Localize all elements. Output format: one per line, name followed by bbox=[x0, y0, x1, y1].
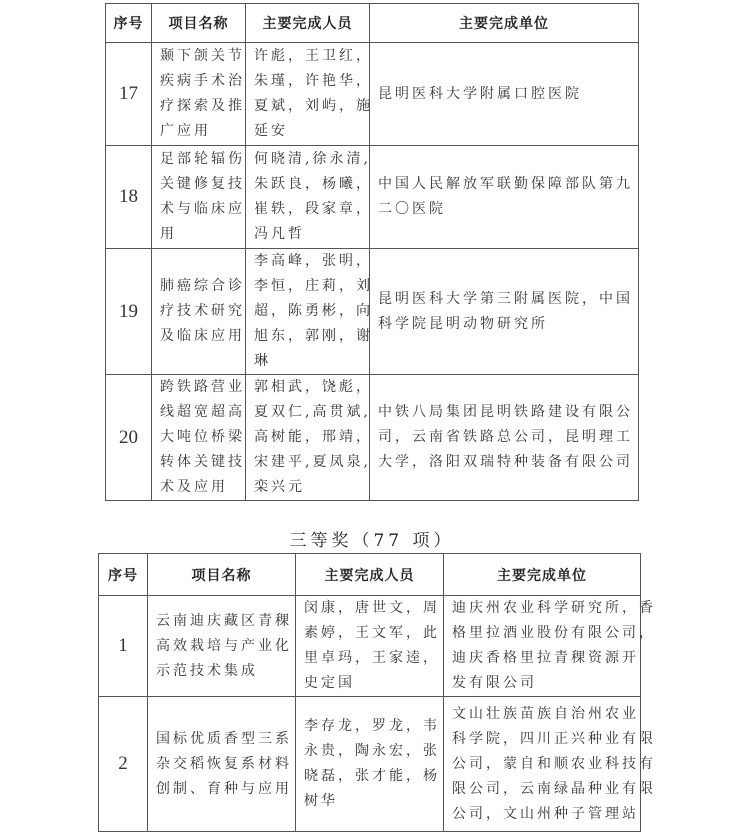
cell-text-line: 许彪，王卫红， bbox=[254, 48, 373, 64]
cell-text-line: 限公司，云南绿晶种业有限 bbox=[452, 780, 656, 797]
cell-text-line: 何晓清,徐永清, bbox=[254, 151, 371, 167]
cell-text-line: 永贵，陶永宏，张 bbox=[304, 743, 440, 759]
cell-text-line: 肺癌综合诊 bbox=[160, 278, 245, 294]
cell-text-line: 足部轮辐伤 bbox=[160, 151, 245, 167]
cell-text-line: 公司，蒙自和顺农业科技有 bbox=[452, 755, 656, 772]
cell-text-line: 高树能，邢靖， bbox=[254, 429, 373, 445]
cell-text-line: 素婷，王文军，此 bbox=[304, 625, 440, 641]
header-project-name: 项目名称 bbox=[148, 554, 296, 596]
cell-text-line: 术及应用 bbox=[160, 479, 228, 495]
section-title-third-prize: 三等奖（77 项） bbox=[289, 531, 455, 551]
table-row bbox=[106, 249, 639, 375]
cell-text-line: 晓磊，张才能，杨 bbox=[304, 768, 440, 784]
units-cell bbox=[444, 596, 656, 697]
table-row bbox=[99, 697, 641, 832]
row-number: 1 bbox=[99, 596, 148, 697]
cell-text-line: 公司，文山州种子管理站 bbox=[452, 805, 639, 822]
cell-text-line: 中国人民解放军联勤保障部队第九 bbox=[378, 176, 633, 192]
header-units: 主要完成单位 bbox=[370, 4, 639, 43]
cell-text-line: 朱跃良，杨曦， bbox=[254, 176, 373, 192]
cell-text-line: 栾兴元 bbox=[254, 479, 305, 495]
header-people: 主要完成人员 bbox=[296, 554, 444, 596]
cell-text-line: 中铁八局集团昆明铁路建设有限公 bbox=[378, 404, 633, 420]
project-name-cell bbox=[152, 43, 246, 146]
cell-text-line: 格里拉酒业股份有限公司， bbox=[452, 625, 656, 641]
cell-text-line: 迪庆州农业科学研究所，香 bbox=[452, 600, 656, 616]
cell-text-line: 郭相武，饶彪， bbox=[254, 379, 373, 395]
units-cell bbox=[444, 697, 656, 832]
people-cell bbox=[246, 43, 373, 146]
project-name-cell bbox=[148, 697, 296, 832]
table-row bbox=[106, 146, 639, 249]
cell-text-line: 延安 bbox=[254, 123, 288, 139]
award-table-second-prize bbox=[105, 3, 639, 501]
cell-text-line: 杂交稻恢复系材料 bbox=[156, 755, 292, 772]
cell-text-line: 及临床应用 bbox=[160, 328, 245, 344]
row-number: 20 bbox=[106, 375, 152, 501]
cell-text-line: 国标优质香型三系 bbox=[156, 730, 292, 747]
header-no: 序号 bbox=[106, 4, 152, 43]
cell-text-line: 创制、育种与应用 bbox=[156, 780, 292, 797]
cell-text-line: 颞下颌关节 bbox=[160, 48, 245, 64]
cell-text-line: 冯凡哲 bbox=[254, 226, 305, 242]
cell-text-line: 疗技术研究 bbox=[160, 303, 245, 319]
row-number: 18 bbox=[106, 146, 152, 249]
cell-text-line: 旭东，郭刚，谢 bbox=[254, 328, 373, 344]
cell-text-line: 科学院，四川正兴种业有限 bbox=[452, 730, 656, 747]
project-name-cell bbox=[152, 375, 246, 501]
cell-text-line: 李高峰，张明， bbox=[254, 253, 373, 269]
cell-text-line: 云南迪庆藏区青稞 bbox=[156, 612, 292, 629]
cell-text-line: 二〇医院 bbox=[378, 201, 446, 217]
cell-text-line: 宋建平,夏凤泉, bbox=[254, 454, 371, 470]
cell-text-line: 昆明医科大学第三附属医院，中国 bbox=[378, 290, 633, 307]
cell-text-line: 疾病手术治 bbox=[160, 73, 245, 89]
people-cell bbox=[296, 697, 444, 832]
cell-text-line: 跨铁路营业 bbox=[160, 379, 245, 395]
row-number: 19 bbox=[106, 249, 152, 375]
project-name-cell bbox=[152, 249, 246, 375]
cell-text-line: 闵康，唐世文，周 bbox=[304, 600, 440, 616]
cell-text-line: 夏双仁,高贯斌, bbox=[254, 404, 371, 420]
cell-text-line: 高效栽培与产业化 bbox=[156, 637, 292, 654]
units-cell bbox=[370, 43, 639, 146]
cell-text-line: 李恒，庄莉，刘 bbox=[254, 278, 373, 294]
cell-text-line: 李存龙，罗龙，韦 bbox=[304, 718, 440, 734]
cell-text-line: 发有限公司 bbox=[452, 675, 537, 691]
cell-text-line: 广应用 bbox=[160, 123, 211, 139]
cell-text-line: 超，陈勇彬，向 bbox=[254, 303, 373, 319]
table-row bbox=[99, 596, 641, 697]
people-cell bbox=[246, 249, 373, 375]
award-table-third-prize bbox=[98, 553, 656, 832]
project-name-cell bbox=[152, 146, 246, 249]
cell-text-line: 夏斌，刘屿，施 bbox=[254, 98, 373, 114]
header-units: 主要完成单位 bbox=[444, 554, 641, 596]
cell-text-line: 线超宽超高 bbox=[160, 404, 245, 420]
cell-text-line: 崔轶，段家章， bbox=[254, 201, 373, 217]
table-row bbox=[106, 375, 639, 501]
header-people: 主要完成人员 bbox=[246, 4, 370, 43]
row-number: 17 bbox=[106, 43, 152, 146]
cell-text-line: 术与临床应 bbox=[160, 201, 245, 217]
cell-text-line: 朱瑾，许艳华， bbox=[254, 73, 373, 89]
people-cell bbox=[246, 375, 373, 501]
cell-text-line: 科学院昆明动物研究所 bbox=[378, 315, 548, 332]
cell-text-line: 司，云南省铁路总公司，昆明理工 bbox=[378, 429, 633, 445]
cell-text-line: 大吨位桥梁 bbox=[160, 429, 245, 445]
cell-text-line: 转体关键技 bbox=[160, 454, 245, 470]
cell-text-line: 疗探索及推 bbox=[160, 98, 245, 114]
row-number: 2 bbox=[99, 697, 148, 832]
cell-text-line: 大学，洛阳双瑞特种装备有限公司 bbox=[378, 454, 633, 470]
cell-text-line: 示范技术集成 bbox=[156, 662, 258, 679]
cell-text-line: 琳 bbox=[254, 353, 271, 369]
cell-text-line: 史定国 bbox=[304, 675, 355, 691]
units-cell bbox=[370, 375, 639, 501]
header-no: 序号 bbox=[99, 554, 148, 596]
cell-text-line: 文山壮族苗族自治州农业 bbox=[452, 705, 639, 722]
people-cell bbox=[246, 146, 373, 249]
cell-text-line: 用 bbox=[160, 226, 177, 242]
cell-text-line: 迪庆香格里拉青稞资源开 bbox=[452, 650, 639, 666]
cell-text-line: 昆明医科大学附属口腔医院 bbox=[378, 85, 582, 102]
table-row bbox=[106, 43, 639, 146]
units-cell bbox=[370, 249, 639, 375]
header-project-name: 项目名称 bbox=[152, 4, 246, 43]
cell-text-line: 树华 bbox=[304, 793, 338, 809]
people-cell bbox=[296, 596, 444, 697]
project-name-cell bbox=[148, 596, 296, 697]
units-cell bbox=[370, 146, 639, 249]
cell-text-line: 关键修复技 bbox=[160, 176, 245, 192]
cell-text-line: 里卓玛，王家逵， bbox=[304, 650, 440, 666]
